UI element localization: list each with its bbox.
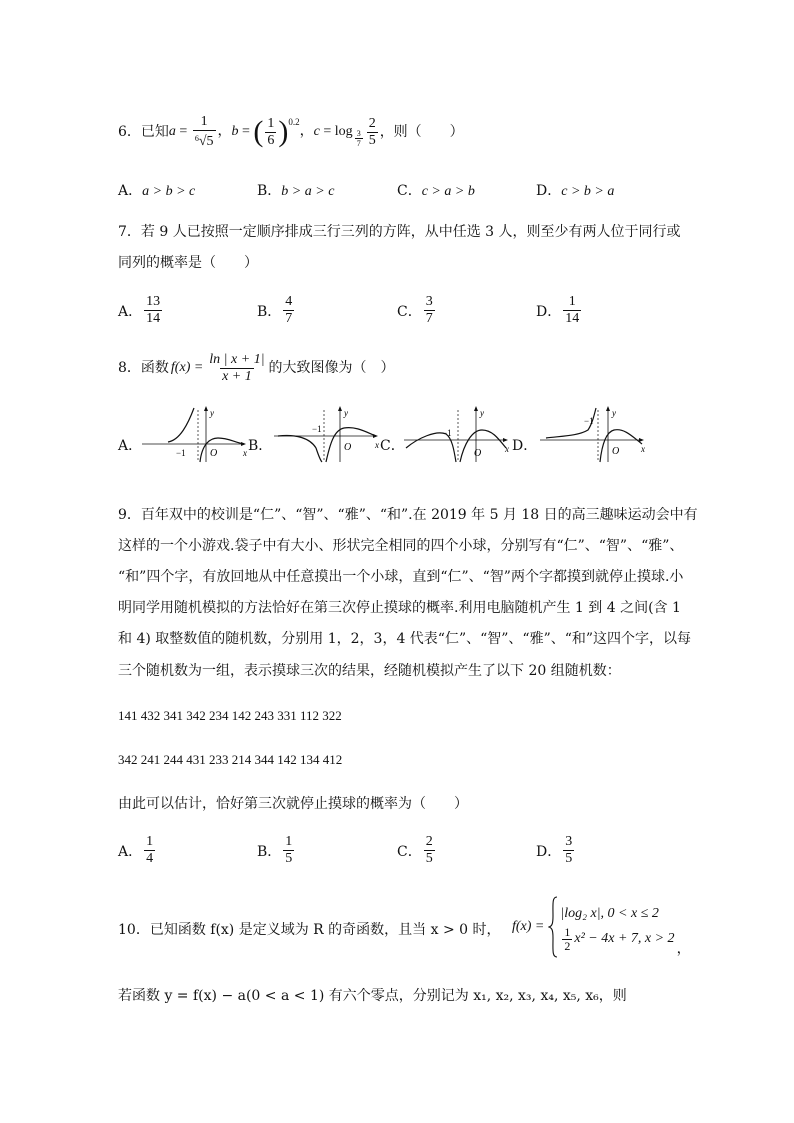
q7-option-c[interactable] (397, 294, 437, 327)
option-label: D． (536, 183, 562, 199)
q6-b-var: b (231, 124, 239, 139)
option-label: A． (118, 843, 143, 860)
option-label: C． (397, 183, 422, 199)
mark-label: −1 (312, 424, 322, 434)
y-label: y (612, 408, 616, 418)
q6-lead: 已知 (140, 124, 169, 140)
q9-random-numbers-2: 342 241 244 431 233 214 344 142 134 412 (118, 752, 343, 767)
option-num: 3 (565, 834, 573, 849)
q6-b-num: 1 (267, 115, 275, 131)
q8-lead: 函数 (140, 360, 169, 376)
q9-line3: “和”四个字，有放回地从中任意摸出一个小球，直到“仁”、“智”两个字都摸到就停止摸球.小 (118, 569, 684, 585)
graph-a-svg (140, 404, 250, 464)
q6-c-base-den: 7 (356, 139, 361, 148)
q6-b-frac (265, 116, 276, 149)
curve-right (600, 430, 642, 462)
option-num: 1 (146, 834, 154, 849)
option-den: 14 (565, 311, 580, 326)
q10-piecewise (512, 896, 691, 958)
q9-option-b[interactable] (257, 834, 296, 867)
q6-option-a[interactable] (118, 180, 195, 200)
option-num: 4 (285, 294, 293, 309)
q8-frac (207, 352, 266, 385)
q10-func: f(x) = (512, 919, 545, 934)
q6-c-var: c (313, 124, 320, 139)
q7-option-a[interactable] (118, 294, 164, 327)
q6-c-log: log (334, 124, 353, 139)
option-label: C． (397, 303, 422, 320)
q10-comma: ， (676, 942, 691, 957)
q6-option-c[interactable] (397, 180, 475, 200)
q10-case1: |log₂ x|, 0 < x ≤ 2 (560, 905, 659, 921)
q8-graph-a[interactable] (140, 404, 250, 464)
option-den: 5 (425, 851, 433, 866)
origin-label: O (612, 446, 620, 457)
origin-label: O (344, 442, 352, 453)
q8-num: ln | x + 1| (209, 351, 265, 367)
q6-option-d[interactable] (536, 180, 614, 200)
q9-random-numbers-1: 141 432 341 342 234 142 243 331 112 322 (118, 708, 342, 723)
q8-graph-c[interactable] (402, 404, 512, 464)
mark-label: −1 (442, 428, 452, 438)
q7-line2: 同列的概率是（ ） (118, 255, 258, 271)
q10-cases (560, 902, 674, 953)
graph-d-svg (538, 404, 648, 464)
y-label: y (480, 408, 484, 418)
q6-a-var: a (168, 124, 176, 139)
q10-case2-num: 1 (564, 924, 571, 939)
q10-case2-rest: x² − 4x + 7, x > 2 (574, 931, 675, 946)
x-label: x (641, 444, 645, 454)
option-label: C． (397, 843, 422, 860)
option-label: D． (536, 843, 562, 860)
q6-a-frac (193, 114, 216, 150)
option-text: c > a > b (421, 184, 475, 199)
brace-icon (548, 896, 558, 958)
option-num: 1 (568, 294, 576, 309)
option-text: c > b > a (561, 184, 615, 199)
x-label: x (505, 444, 509, 454)
option-num: 3 (425, 294, 433, 309)
option-text: b > a > c (281, 184, 335, 199)
q6-b-exponent: 0.2 (288, 117, 300, 127)
option-den: 4 (146, 851, 154, 866)
mark-label: −1 (584, 416, 594, 426)
origin-label: O (210, 448, 218, 459)
q6-c-base-num: 3 (356, 129, 361, 138)
q9-line2: 这样的一个小游戏.袋子中有大小、形状完全相同的四个小球，分别写有“仁”、“智”、“雅”、 (118, 538, 684, 554)
q9-option-c[interactable] (397, 834, 437, 867)
y-label: y (344, 408, 348, 418)
option-num: 1 (285, 834, 293, 849)
graph-b-svg (272, 404, 382, 464)
option-den: 7 (425, 311, 433, 326)
option-label: B． (257, 843, 282, 860)
mark-label: −1 (176, 448, 186, 458)
q8-graph-b[interactable] (272, 404, 382, 464)
q9-line4: 明同学用随机模拟的方法恰好在第三次停止摸球的概率.利用电脑随机产生 1 到 4 之间(含 1 (118, 600, 681, 616)
x-label: x (243, 448, 247, 458)
q6-option-b[interactable] (257, 180, 334, 200)
q9-option-a[interactable] (118, 834, 157, 867)
curve-right (200, 438, 244, 462)
q8-option-c-label[interactable]: C． (380, 438, 405, 454)
curve-left (278, 436, 322, 463)
q7-option-d[interactable] (536, 294, 583, 327)
option-label: B． (257, 183, 282, 199)
q8-option-d-label[interactable]: D． (512, 438, 538, 454)
q6-a-root-index: 6 (194, 134, 199, 143)
option-den: 14 (146, 311, 161, 326)
option-label: A． (118, 183, 143, 199)
q6-a-den (193, 130, 216, 150)
q6-c-arg-num: 2 (368, 115, 376, 131)
option-num: 13 (146, 294, 161, 309)
q8-option-b-label[interactable]: B． (248, 438, 273, 454)
q9-line5: 和 4) 取整数值的随机数，分别用 1，2，3，4 代表“仁”、“智”、“雅”、“和”这四个字，以每 (118, 631, 692, 647)
q9-line1: 9．百年双中的校训是“仁”、“智”、“雅”、“和”.在 2019 年 5 月 18 日的高三趣味运动会中有 (118, 507, 698, 523)
q8-stem (118, 348, 395, 388)
origin-label: O (474, 448, 482, 459)
q6-c-arg (367, 116, 378, 149)
q6-number: 6． (118, 124, 141, 140)
q7-line1: 7．若 9 人已按照一定顺序排成三行三列的方阵，从中任选 3 人，则至少有两人位于同行或 (118, 224, 681, 240)
q9-question: 由此可以估计，恰好第三次就停止摸球的概率为（ ） (118, 796, 468, 812)
q6-c-arg-den: 5 (368, 132, 376, 148)
y-arrow (474, 406, 478, 411)
y-arrow (338, 406, 342, 411)
curve-left (168, 408, 194, 442)
q8-number: 8． (118, 360, 141, 376)
x-label: x (375, 440, 379, 450)
option-label: D． (536, 303, 562, 320)
option-text: a > b > c (142, 184, 196, 199)
q6-a-num: 1 (200, 114, 208, 129)
q8-graph-d[interactable] (538, 404, 648, 464)
x-arrow (639, 438, 644, 442)
x-arrow (503, 438, 508, 442)
graph-c-svg (402, 404, 512, 464)
q10-line2: 若函数 y = f(x) − a(0 < a < 1) 有六个零点，分别记为 x₁, x₂, x₃, x₄, x₅, x₆，则 (118, 988, 627, 1004)
option-label: A． (118, 303, 143, 320)
option-num: 2 (425, 834, 433, 849)
q9-line6: 三个随机数为一组，表示摸球三次的结果，经随机模拟产生了以下 20 组随机数： (118, 663, 621, 679)
q7-option-b[interactable] (257, 294, 296, 327)
q10-case2-den: 2 (564, 938, 571, 953)
y-label: y (210, 408, 214, 418)
q6-a-radical: √5 (198, 134, 214, 149)
q10-case2 (560, 926, 674, 953)
q6-c-base (355, 129, 363, 148)
q8-tail: 的大致图像为（ ） (268, 360, 395, 376)
q6-tail: ，则（ ） (379, 124, 464, 140)
q8-den: x + 1 (222, 368, 252, 384)
q8-func: f(x) = (170, 360, 204, 375)
y-arrow (204, 406, 208, 411)
q8-option-a-label[interactable]: A． (118, 438, 143, 454)
option-den: 7 (285, 311, 293, 326)
q6-b-den: 6 (267, 132, 275, 148)
option-den: 5 (565, 851, 573, 866)
option-label: B． (257, 303, 282, 320)
q10-lead: 10．已知函数 f(x) 是定义域为 R 的奇函数，且当 x > 0 时， (118, 922, 501, 938)
y-arrow (606, 406, 610, 411)
q9-option-d[interactable] (536, 834, 576, 867)
option-den: 5 (285, 851, 293, 866)
curve-right (460, 430, 506, 462)
q6-stem: 6． 已知 a = $\frac{1}{^6√5}$ ， b = ( $\frac{1}{6}$ ) 0.2 ， c = log $\frac{3}{7}$ $\frac{2}{5}$ ，则（ ） (118, 114, 464, 149)
